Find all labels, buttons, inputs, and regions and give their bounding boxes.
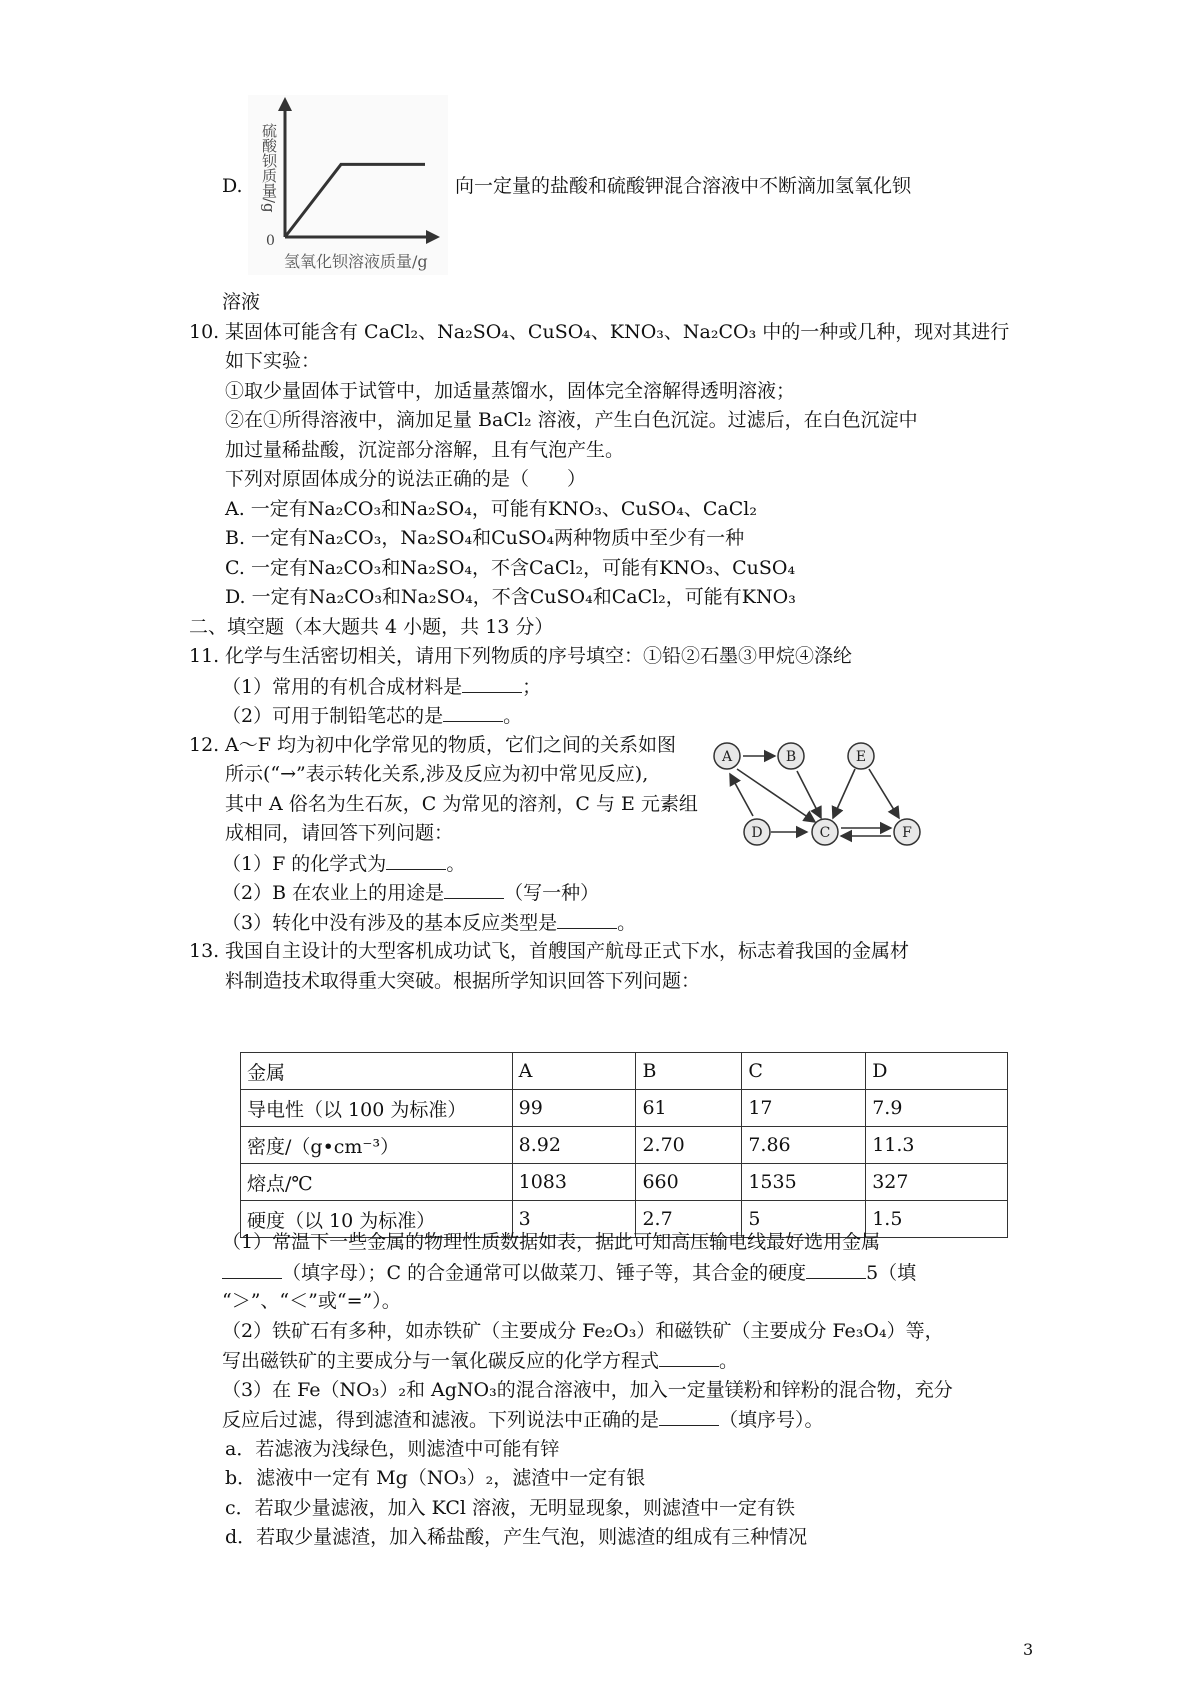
q12-part2: （2）B 在农业上的用途是 （写一种）	[222, 878, 599, 907]
arrow-d-to-a	[730, 774, 753, 816]
table-cell: 61	[636, 1090, 742, 1127]
q9d-text-cont: 溶液	[222, 291, 261, 313]
q10-stem-line1: 某固体可能含有 CaCl₂、Na₂SO₄、CuSO₄、KNO₃、Na₂CO₃ 中的一种或几种，现对其进行	[225, 321, 1010, 343]
q13-part2-line2: 写出磁铁矿的主要成分与一氧化碳反应的化学方程式 。	[222, 1346, 738, 1375]
q13-option-a: a．若滤液为浅绿色，则滤渣中可能有锌	[225, 1438, 560, 1460]
q11-part2: （2）可用于制铅笔芯的是 。	[222, 701, 522, 730]
q12-line3: 其中 A 俗名为生石灰，C 为常见的溶剂，C 与 E 元素组	[225, 793, 698, 815]
table-cell: 熔点/℃	[241, 1164, 513, 1201]
answer-blank	[443, 701, 503, 722]
svg-text:A: A	[721, 749, 733, 765]
q13-option-c: c．若取少量滤液，加入 KCl 溶液，无明显现象，则滤渣中一定有铁	[225, 1497, 796, 1519]
node-f	[894, 819, 920, 845]
q10-number: 10.	[189, 321, 220, 343]
svg-text:F: F	[902, 825, 912, 841]
section-2-heading: 二、填空题（本大题共 4 小题，共 13 分）	[189, 616, 554, 638]
graph-x-label: 氢氧化钡溶液质量/g	[284, 252, 428, 271]
answer-blank	[557, 908, 617, 929]
svg-text:D: D	[751, 825, 763, 841]
table-cell: 1083	[512, 1164, 636, 1201]
q10-step2-line2: 加过量稀盐酸，沉淀部分溶解，且有气泡产生。	[225, 439, 625, 461]
table-row	[241, 1127, 1008, 1164]
q13-number: 13.	[189, 940, 220, 962]
q12-part1: （1）F 的化学式为 。	[222, 849, 465, 878]
q12-relation-diagram	[705, 730, 935, 860]
q9d-text: 向一定量的盐酸和硫酸钾混合溶液中不断滴加氢氧化钡	[455, 175, 912, 197]
q13-part2-line1: （2）铁矿石有多种，如赤铁矿（主要成分 Fe₂O₃）和磁铁矿（主要成分 Fe₃O₄）等，	[222, 1320, 944, 1342]
table-header-cell: B	[636, 1053, 742, 1090]
arrow-e-to-f	[869, 769, 899, 818]
svg-text:B: B	[785, 749, 797, 765]
q9d-option-label: D.	[222, 175, 243, 197]
table-cell: 7.86	[742, 1127, 866, 1164]
q10-option-a: A. 一定有Na₂CO₃和Na₂SO₄，可能有KNO₃、CuSO₄、CaCl₂	[225, 498, 757, 520]
page-number: 3	[1023, 1640, 1034, 1659]
table-cell: 8.92	[512, 1127, 636, 1164]
answer-blank	[462, 672, 522, 693]
table-cell: 2.7	[636, 1201, 742, 1238]
table-cell: 99	[512, 1090, 636, 1127]
arrow-e-to-c	[833, 769, 855, 818]
table-header-cell: 金属	[241, 1053, 513, 1090]
q12-line4: 成相同，请回答下列问题：	[225, 822, 454, 844]
graph-background	[248, 95, 448, 275]
q12-part3: （3）转化中没有涉及的基本反应类型是 。	[222, 908, 636, 937]
q10-step2-line1: ②在①所得溶液中，滴加足量 BaCl₂ 溶液，产生白色沉淀。过滤后，在白色沉淀中	[225, 409, 918, 431]
q11-stem: 化学与生活密切相关，请用下列物质的序号填空：①铅②石墨③甲烷④涤纶	[225, 645, 853, 667]
table-header-cell: A	[512, 1053, 636, 1090]
q11-number: 11.	[189, 645, 220, 667]
table-header-cell: D	[866, 1053, 1008, 1090]
q13-part1-line2: （填字母）；C 的合金通常可以做菜刀、锤子等，其合金的硬度 5（填	[222, 1258, 916, 1287]
metal-properties-table	[240, 1052, 1008, 1238]
graph-origin-label: 0	[266, 233, 275, 249]
q10-stem-line2: 如下实验：	[225, 350, 321, 372]
answer-blank	[386, 849, 446, 870]
q12-number: 12.	[189, 734, 220, 756]
svg-text:C: C	[819, 825, 831, 841]
q10-option-c: C. 一定有Na₂CO₃和Na₂SO₄，不含CaCl₂，可能有KNO₃、CuSO₄	[225, 557, 796, 579]
table-cell: 7.9	[866, 1090, 1008, 1127]
answer-blank	[222, 1258, 282, 1279]
answer-blank	[444, 878, 504, 899]
table-cell: 17	[742, 1090, 866, 1127]
table-cell: 11.3	[866, 1127, 1008, 1164]
table-cell: 1.5	[866, 1201, 1008, 1238]
table-header-cell: C	[742, 1053, 866, 1090]
node-c	[812, 819, 838, 845]
q13-part1-line1: （1）常温下一些金属的物理性质数据如表，据此可知高压输电线最好选用金属	[222, 1231, 881, 1253]
q10-ask: 下列对原固体成分的说法正确的是（ ）	[225, 468, 587, 490]
answer-blank	[659, 1405, 719, 1426]
q12-line2: 所示(“→”表示转化关系,涉及反应为初中常见反应),	[225, 763, 649, 785]
q13-part3-line1: （3）在 Fe（NO₃）₂和 AgNO₃的混合溶液中，加入一定量镁粉和锌粉的混合物，充分	[222, 1379, 953, 1401]
table-header-row	[241, 1053, 1008, 1090]
q13-option-b: b．滤液中一定有 Mg（NO₃）₂，滤渣中一定有银	[225, 1467, 646, 1489]
table-row	[241, 1164, 1008, 1201]
table-row	[241, 1090, 1008, 1127]
table-cell: 密度/（g•cm⁻³）	[241, 1127, 513, 1164]
table-cell: 2.70	[636, 1127, 742, 1164]
graph-y-label: 硫酸钡质量/g	[260, 123, 278, 213]
node-e	[848, 743, 874, 769]
answer-blank	[806, 1258, 866, 1279]
arrow-b-to-c	[797, 771, 821, 818]
table-cell: 660	[636, 1164, 742, 1201]
table-cell: 导电性（以 100 为标准）	[241, 1090, 513, 1127]
q13-line1: 我国自主设计的大型客机成功试飞，首艘国产航母正式下水，标志着我国的金属材	[225, 940, 910, 962]
node-b	[778, 743, 804, 769]
table-cell: 327	[866, 1164, 1008, 1201]
svg-text:E: E	[855, 749, 867, 765]
table-cell: 1535	[742, 1164, 866, 1201]
q9d-graph	[248, 95, 448, 275]
q11-part1: （1）常用的有机合成材料是 ；	[222, 672, 541, 701]
q13-part3-line2: 反应后过滤，得到滤渣和滤液。下列说法中正确的是 （填序号）。	[222, 1405, 824, 1434]
q13-option-d: d．若取少量滤渣，加入稀盐酸，产生气泡，则滤渣的组成有三种情况	[225, 1526, 808, 1548]
q12-line1: A～F 均为初中化学常见的物质，它们之间的关系如图	[225, 734, 676, 756]
table-cell: 硬度（以 10 为标准）	[241, 1201, 513, 1238]
answer-blank	[659, 1346, 719, 1367]
q10-option-b: B. 一定有Na₂CO₃，Na₂SO₄和CuSO₄两种物质中至少有一种	[225, 527, 745, 549]
q10-step1: ①取少量固体于试管中，加适量蒸馏水，固体完全溶解得透明溶液；	[225, 380, 796, 402]
table-cell: 5	[742, 1201, 866, 1238]
arrow-a-to-c	[737, 769, 815, 822]
node-d	[744, 819, 770, 845]
q13-line2: 料制造技术取得重大突破。根据所学知识回答下列问题：	[225, 970, 701, 992]
table-cell: 3	[512, 1201, 636, 1238]
node-a	[714, 743, 740, 769]
q10-option-d: D. 一定有Na₂CO₃和Na₂SO₄，不含CuSO₄和CaCl₂，可能有KNO₃	[225, 586, 796, 608]
q13-part1-line3: “＞”、“＜”或“=”）。	[222, 1290, 401, 1312]
